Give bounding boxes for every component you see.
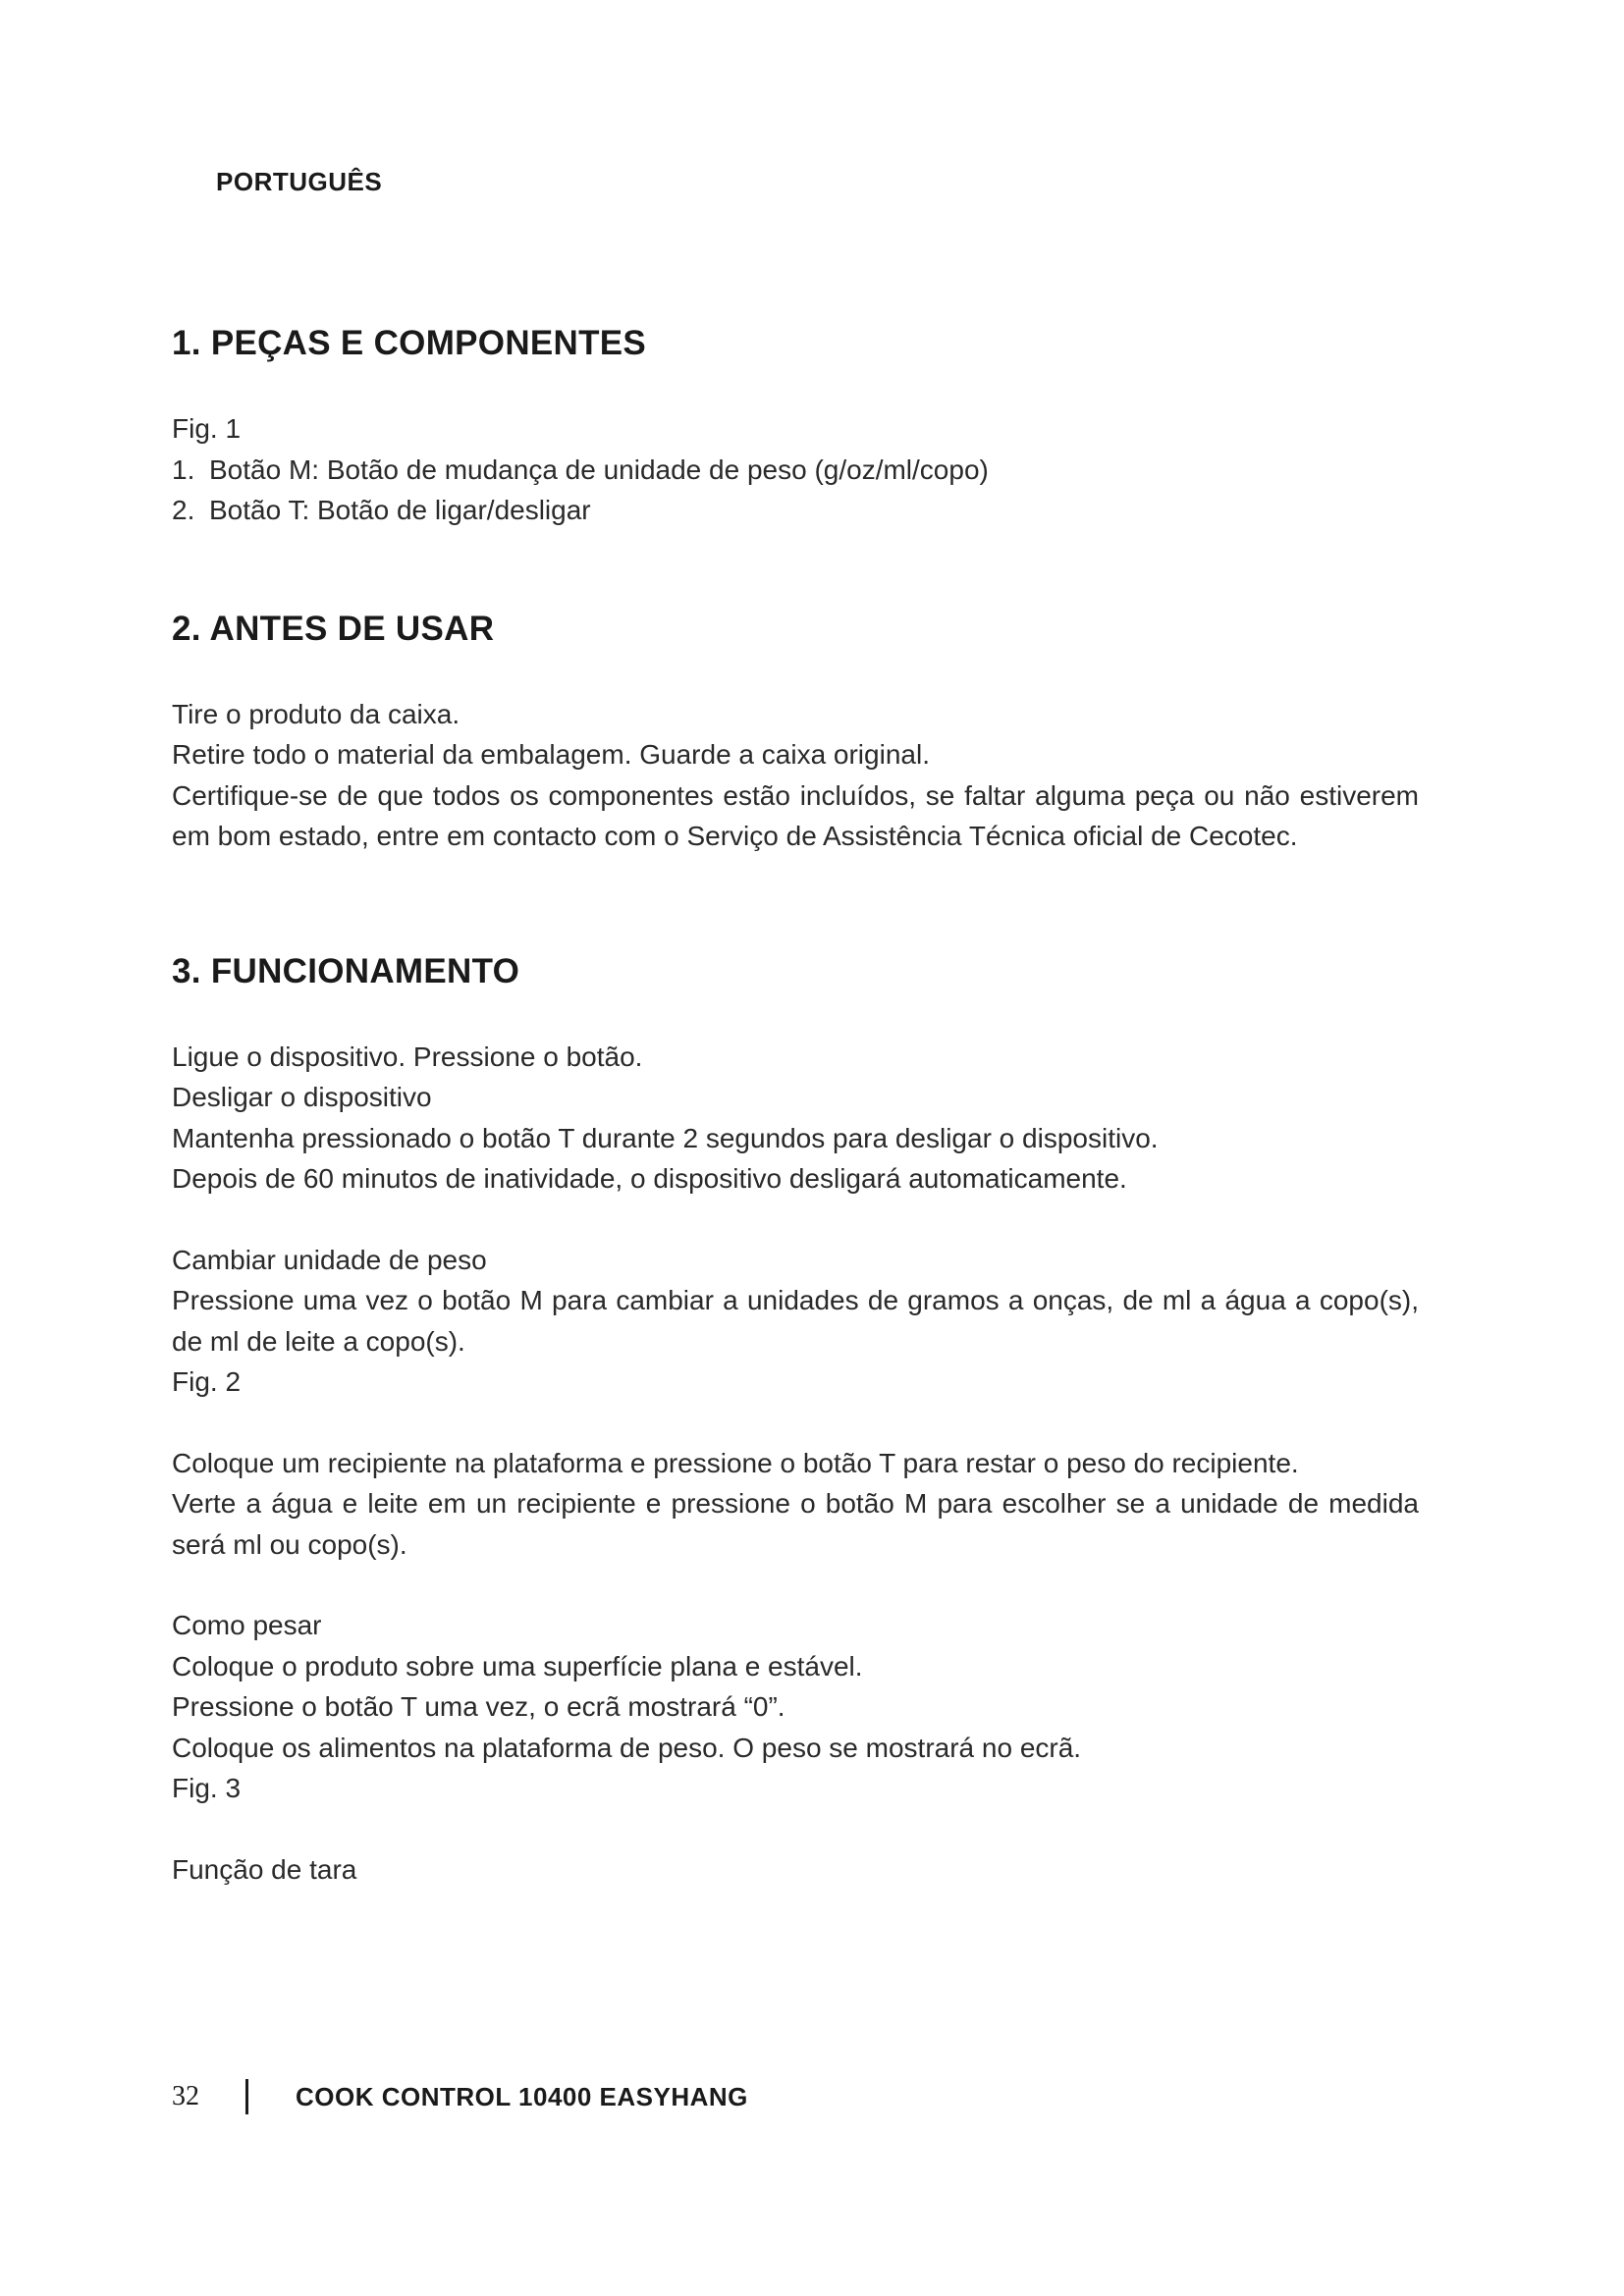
page-footer <box>172 2079 748 2114</box>
list-item-text: Botão M: Botão de mudança de unidade de peso (g/oz/ml/copo) <box>209 454 989 485</box>
paragraph-line: Retire todo o material da embalagem. Guarde a caixa original. <box>172 739 930 770</box>
section-title-parts: 1. PEÇAS E COMPONENTES <box>172 324 647 362</box>
paragraph-line: Mantenha pressionado o botão T durante 2 segundos para desligar o dispositivo. <box>172 1122 1159 1153</box>
section-title-before-use: 2. ANTES DE USAR <box>172 609 495 648</box>
paragraph-line: Verte a água e leite em un recipiente e pressione o botão M para escolher se a unidade de medida será ml ou copo(s). <box>172 1488 1419 1560</box>
subheading-turn-off: Desligar o dispositivo <box>172 1082 432 1112</box>
paragraph-line: Pressione uma vez o botão M para cambiar a unidades de gramos a onças, de ml a água a copo(s), de ml de leite a copo(s). <box>172 1285 1419 1357</box>
language-label: PORTUGUÊS <box>216 167 383 196</box>
list-item-number: 1. <box>172 454 195 485</box>
document-body <box>172 324 1419 1890</box>
subheading-how-to-weigh: Como pesar <box>172 1610 322 1640</box>
figure-reference: Fig. 3 <box>172 1773 242 1803</box>
list-item <box>172 450 1419 491</box>
paragraph-line: Tire o produto da caixa. <box>172 698 460 729</box>
list-item <box>172 490 1419 531</box>
paragraph-line: Depois de 60 minutos de inatividade, o dispositivo desligará automaticamente. <box>172 1163 1127 1194</box>
list-item-text: Botão T: Botão de ligar/desligar <box>209 495 591 525</box>
paragraph-line: Coloque o produto sobre uma superfície plana e estável. <box>172 1650 863 1682</box>
paragraph-line: Ligue o dispositivo. Pressione o botão. <box>172 1041 643 1072</box>
figure-reference: Fig. 2 <box>172 1366 242 1397</box>
list-item-number: 2. <box>172 495 195 525</box>
paragraph-line: Coloque os alimentos na plataforma de peso. O peso se mostrará no ecrã. <box>172 1732 1082 1763</box>
paragraph-line: Certifique-se de que todos os componentes estão incluídos, se faltar alguma peça ou não estiverem em bom estado, entre em contacto com o Serviço de Assistência Técnica oficial de Cecotec. <box>172 779 1419 851</box>
section-title-operation: 3. FUNCIONAMENTO <box>172 951 520 990</box>
footer-divider <box>245 2079 248 2114</box>
subheading-tare-function: Função de tara <box>172 1853 357 1885</box>
product-name: COOK CONTROL 10400 EASYHANG <box>296 2081 748 2111</box>
figure-reference: Fig. 1 <box>172 413 242 444</box>
page-number: 32 <box>172 2081 199 2111</box>
subheading-change-unit: Cambiar unidade de peso <box>172 1244 487 1275</box>
paragraph-line: Pressione o botão T uma vez, o ecrã mostrará “0”. <box>172 1691 785 1722</box>
paragraph-line: Coloque um recipiente na plataforma e pressione o botão T para restar o peso do recipiente. <box>172 1447 1299 1478</box>
